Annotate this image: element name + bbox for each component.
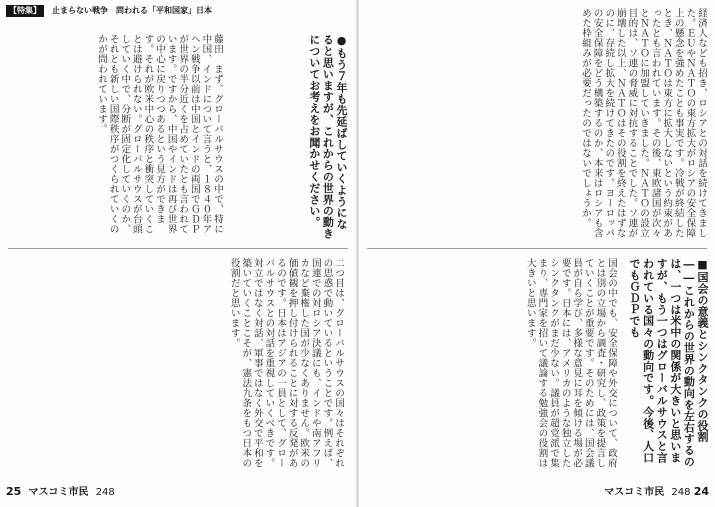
page-number: 24 xyxy=(693,485,709,498)
feature-badge: 【特集】 xyxy=(6,5,44,17)
tier-divider xyxy=(8,248,348,249)
magazine-name: マスコミ市民 xyxy=(28,487,89,498)
tier-divider xyxy=(367,248,707,249)
folio xyxy=(600,486,709,499)
issue-number: 248 xyxy=(671,487,691,498)
issue-number: 248 xyxy=(95,487,115,498)
body-text-lower: 二つ目は、グローバルサウスの国々はそれぞれの思惑で動いているということです。例えば、国連での対ロシア決議にも、インドや南アフリカなど棄権した国が少なくありません。欧米の価値観を押し付けられることに対する反発があるのです。日本はアジアの一員として、グローバルサウスとの対話を重視していくべきです。対立ではなく対話、軍事ではなく外交で平和を築いていくことこそが、憲法九条をもつ日本の役割だと思います。 xyxy=(228,258,344,468)
interview-question: ●もう７年も先延ばしていくようになると思いますが、これからの世界の動きについてお考えをお聞かせください。 xyxy=(307,34,348,240)
folio xyxy=(6,486,115,499)
right-page xyxy=(359,0,715,507)
section-subhead: ■国会の意義とシンクタンクの役割 ――これからの世界の動向を左右するのは、一つは米中の関係が大きいと思いますが、もう一つはグローバルサウスと言われている国々の動向です。今後、人口でもＧＤＰでも xyxy=(628,258,709,468)
body-text-lower: 国会の中でも、安全保障や外交について、政府とは別の立場から調査・研究し、政策を提言していくことが重要です。そのためには、国会議員が自ら学び、多様な意見に耳を傾ける場が必要です。日本には、アメリカのような独立したシンクタンクがまだ少ない。議員が超党派で集まり、専門家を招いて議論する勉強会の役割は大きいと思います。 xyxy=(524,258,617,468)
page-number: 25 xyxy=(6,485,22,498)
running-header-title: 止まらない戦争 問われる「平和国家」日本 xyxy=(52,6,212,15)
left-page xyxy=(0,0,356,507)
body-text-upper: 藤田 まず、グローバルサウスの中で、特に中国、インドについて言うと、１８４０年アヘン戦争以前は中国とインドの両国でＧＤＰが世界の半分近くを占めていたとも言われています。ですから、中国やインドは再び世界の中心に戻りつつあるという見方ができます。それが欧米中心の秩序と衝突していくことは避けられない。グローバルサウスが台頭していく中で、分断が固定化していくのか、それとも新しい国際秩序がつくられていくのかが問われています。 xyxy=(96,34,223,234)
magazine-name: マスコミ市民 xyxy=(604,487,665,498)
body-text-upper: 経済人なども招き、ロシアとの対話を続けてきました。ＥＵやＮＡＴＯの東方拡大がロシアの安全保障上の懸念を強めたことも事実です。冷戦が終結したとき、ＮＡＴＯは東方に拡大しないという約束があったとも言われています。その後、東欧諸国が次々とＮＡＴＯに加盟していきました。ＮＡＴＯの設立目的は、ソ連の脅威に対抗することでした。ソ連が崩壊した以上、ＮＡＴＯはその役割を終えたはずなのに、存続し拡大を続けてきたのです。ヨーロッパの安全保障をどう構築するのか、本来はロシアも含めた枠組みが必要だったのではないでしょうか。 xyxy=(580,8,707,238)
